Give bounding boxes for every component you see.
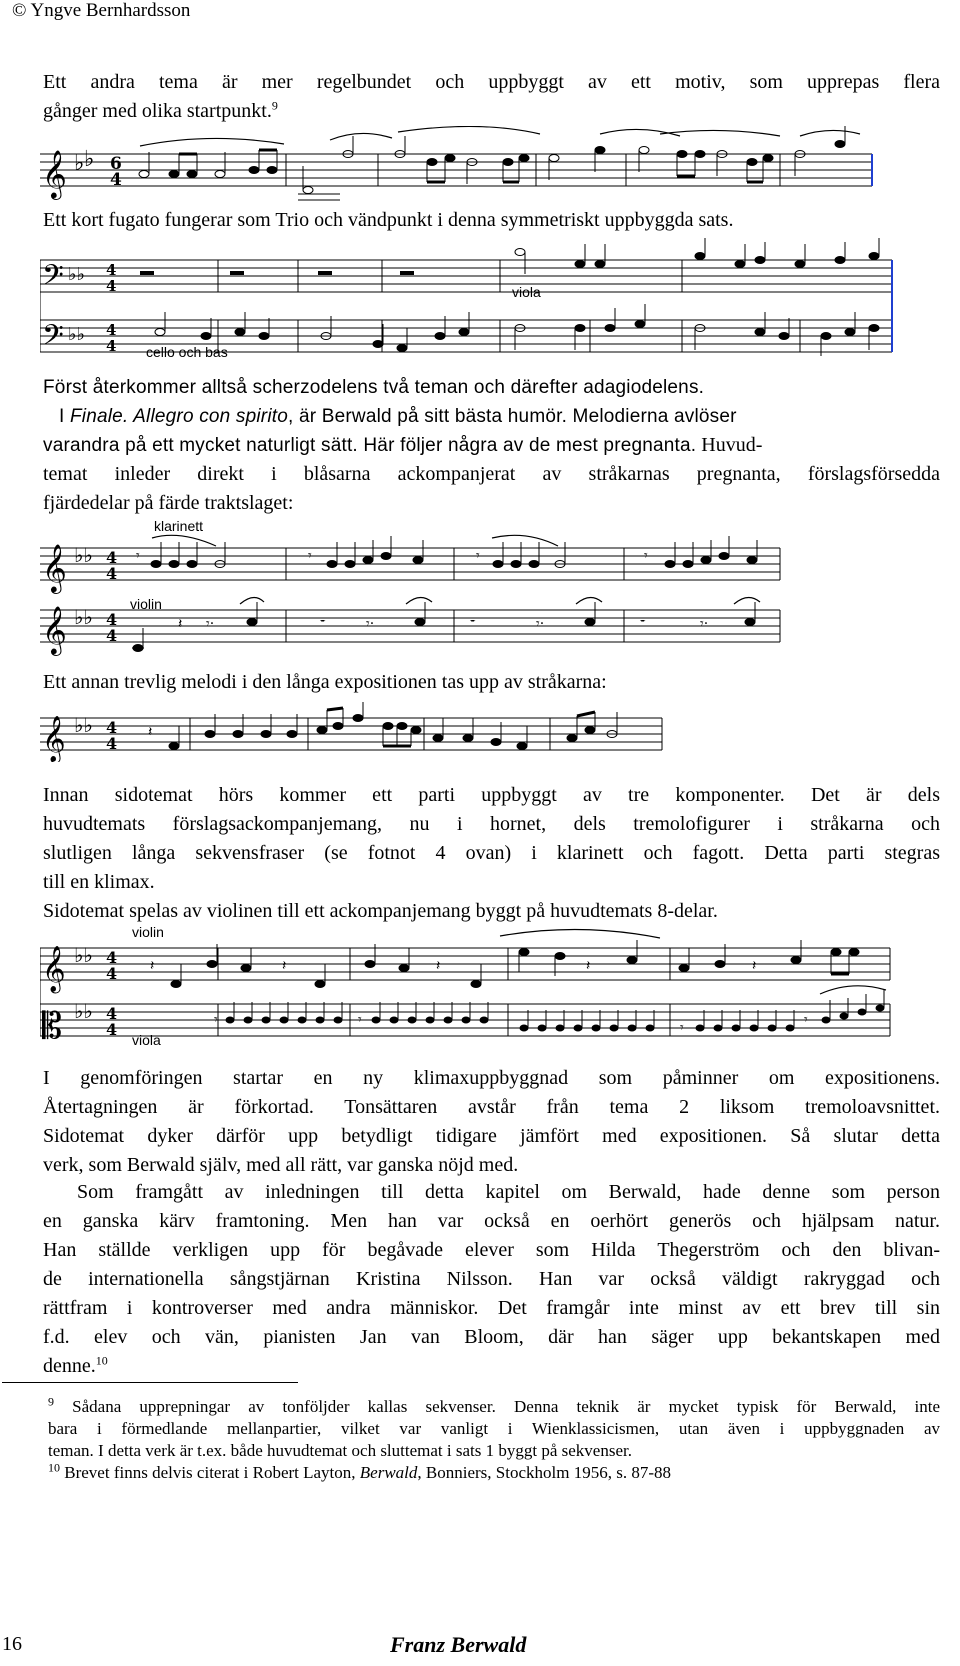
label-violin: violin bbox=[130, 596, 162, 612]
paragraph-5 bbox=[43, 781, 940, 926]
svg-text:𝄞: 𝄞 bbox=[42, 149, 67, 198]
svg-text:4: 4 bbox=[106, 261, 117, 279]
text-line: Som framgått av inledningen till detta kapitel om Berwald, hade denne som person bbox=[77, 1181, 940, 1203]
svg-text:𝄻: 𝄻 bbox=[470, 616, 476, 632]
staff-notation bbox=[40, 126, 880, 206]
text-line: f.d. elev och vän, pianisten Jan van Bloom, där han säger upp bekantskapen med bbox=[43, 1326, 940, 1348]
svg-text:𝄞: 𝄞 bbox=[42, 605, 67, 654]
page-number: 16 bbox=[2, 1633, 22, 1655]
svg-text:𝄽: 𝄽 bbox=[282, 958, 287, 974]
text-line: denne.$^{10}$ bbox=[43, 1353, 108, 1377]
text-line: Ett andra tema är mer regelbundet och uppbyggt av ett motiv, som upprepas flera bbox=[43, 71, 940, 93]
staff-notation bbox=[40, 238, 900, 358]
svg-text:♭♭: ♭♭ bbox=[74, 605, 93, 629]
svg-text:𝄽: 𝄽 bbox=[752, 958, 757, 974]
svg-text:𝄾·: 𝄾· bbox=[206, 616, 215, 632]
svg-text:𝄾: 𝄾 bbox=[804, 1012, 808, 1028]
music-score-theme-2 bbox=[40, 126, 880, 206]
text-line: gånger med olika startpunkt.$^9$ bbox=[43, 98, 278, 122]
music-score-stråktema bbox=[40, 702, 680, 762]
svg-text:𝄽: 𝄽 bbox=[148, 724, 153, 740]
text-line: Sidotemat spelas av violinen till ett ackompanjemang byggt på huvudtemats 8-delar. bbox=[43, 900, 718, 922]
svg-text:𝄽: 𝄽 bbox=[150, 958, 155, 974]
svg-text:4: 4 bbox=[106, 321, 117, 339]
svg-text:♭: ♭ bbox=[84, 147, 95, 172]
svg-text:♭: ♭ bbox=[74, 151, 85, 176]
text-line: varandra på ett mycket naturligt sätt. Här följer några av de mest pregnanta. Huvud- bbox=[43, 434, 763, 456]
svg-text:𝄽: 𝄽 bbox=[436, 958, 441, 974]
svg-text:𝄻: 𝄻 bbox=[320, 616, 326, 632]
svg-text:𝄽: 𝄽 bbox=[586, 958, 591, 974]
text-line: rättfram i kontroverser med andra människor. Det framgår inte minst av ett brev till sin bbox=[43, 1297, 940, 1319]
music-score-sidotema bbox=[40, 924, 900, 1054]
svg-text:♭♭: ♭♭ bbox=[68, 264, 85, 285]
svg-text:4: 4 bbox=[106, 564, 118, 583]
footnote-ref-10: 10 bbox=[95, 1353, 108, 1368]
svg-text:𝄾: 𝄾 bbox=[680, 1020, 684, 1036]
svg-text:4: 4 bbox=[106, 948, 118, 967]
svg-text:𝄾: 𝄾 bbox=[358, 1012, 362, 1028]
text-line: Först återkommer alltså scherzodelens två teman och därefter adagiodelens. bbox=[43, 377, 705, 398]
label-viola-2: viola bbox=[132, 1032, 161, 1048]
paragraph-6 bbox=[43, 1064, 940, 1180]
footnote-9: $^9$ Sådana upprepningar av tonföljder kallas sekvenser. Denna teknik är mycket typisk för Berwald, inte bara i förmedlande mellanpartier, vilket var vanligt i Wienklassicismen, utan även i uppbyggnaden av teman. I detta verk är t.ex. både huvudtemat och sluttemat i sats 1 byggt på sekvenser. $^{10}$ Brevet finns delvis citerat i Robert Layton, Berwald, Bonniers, Stockholm 1956, s. 87-88 bbox=[48, 1394, 941, 1482]
svg-text:4: 4 bbox=[106, 734, 118, 753]
svg-text:4: 4 bbox=[106, 277, 117, 295]
svg-text:𝄞: 𝄞 bbox=[42, 716, 66, 762]
paragraph-3 bbox=[43, 373, 940, 518]
svg-text:4: 4 bbox=[106, 548, 118, 567]
music-score-huvudtema bbox=[40, 518, 800, 658]
label-klarinett: klarinett bbox=[154, 518, 204, 534]
svg-text:𝄻: 𝄻 bbox=[640, 616, 646, 632]
svg-text:4: 4 bbox=[106, 1020, 118, 1039]
footnote-number: 10 bbox=[48, 1460, 60, 1475]
svg-text:𝄾·: 𝄾· bbox=[700, 616, 709, 632]
paragraph-1 bbox=[43, 68, 940, 126]
text-line: fjärdedelar på färde traktslaget: bbox=[43, 492, 294, 514]
staff-notation bbox=[40, 702, 680, 762]
svg-text:𝄾·: 𝄾· bbox=[536, 616, 545, 632]
svg-text:𝄞: 𝄞 bbox=[42, 946, 66, 992]
svg-text:4: 4 bbox=[106, 337, 117, 355]
svg-text:♭♭: ♭♭ bbox=[74, 943, 93, 967]
footnote-number: 9 bbox=[48, 1394, 54, 1409]
text-line: Sidotemat dyker därför upp betydligt tidigare jämfört med expositionen. Så slutar detta bbox=[43, 1125, 940, 1147]
text-line: Ett kort fugato fungerar som Trio och vändpunkt i denna symmetriskt uppbyggda sats. bbox=[43, 209, 734, 231]
svg-text:♭♭: ♭♭ bbox=[68, 324, 85, 345]
svg-text:𝄾·: 𝄾· bbox=[366, 616, 375, 632]
text-line: Han ställde verkligen upp för begåvade elever som Hilda Thegerström och den blivan- bbox=[43, 1239, 940, 1261]
svg-text:♭♭: ♭♭ bbox=[74, 999, 93, 1023]
svg-text:♭♭: ♭♭ bbox=[74, 713, 93, 737]
text-line: Återtagningen är förkortad. Tonsättaren avstår från tema 2 liksom tremoloavsnittet. bbox=[43, 1096, 940, 1118]
label-viola: viola bbox=[512, 284, 541, 300]
svg-text:4: 4 bbox=[106, 1004, 118, 1023]
copyright-header: © Yngve Bernhardsson bbox=[12, 0, 191, 21]
svg-text:𝄽: 𝄽 bbox=[178, 616, 183, 632]
text-line: de internationella sångstjärnan Kristina Nilsson. Han var också väldigt rakryggad och bbox=[43, 1268, 940, 1290]
footnote-separator bbox=[2, 1382, 298, 1383]
label-violin-2: violin bbox=[132, 924, 164, 940]
svg-text:𝄾: 𝄾 bbox=[214, 1012, 218, 1028]
svg-text:6: 6 bbox=[110, 154, 122, 174]
svg-text:𝄢: 𝄢 bbox=[42, 319, 64, 358]
svg-text:4: 4 bbox=[110, 170, 122, 190]
text-line: slutligen långa sekvensfraser (se fotnot 4 ovan) i klarinett och fagott. Detta parti stegras bbox=[43, 842, 940, 864]
text-line: huvudtemats förslagsackompanjemang, nu i hornet, dels tremolofigurer i stråkarna och bbox=[43, 813, 940, 835]
running-title: Franz Berwald bbox=[390, 1632, 527, 1657]
text-line: temat inleder direkt i blåsarna ackompanjerat av stråkarnas pregnanta, förslagsförsedda bbox=[43, 463, 940, 485]
paragraph-2 bbox=[43, 206, 940, 235]
svg-text:𝄾: 𝄾 bbox=[476, 548, 480, 564]
text-line: till en klimax. bbox=[43, 871, 155, 893]
paragraph-7 bbox=[43, 1178, 940, 1381]
svg-text:♭♭: ♭♭ bbox=[74, 543, 93, 567]
svg-text:4: 4 bbox=[106, 610, 118, 629]
text-line: I Finale. Allegro con spirito, är Berwald på sitt bästa humör. Melodierna avlöser bbox=[59, 406, 737, 427]
svg-text:𝄢: 𝄢 bbox=[42, 259, 64, 299]
paragraph-4 bbox=[43, 668, 940, 697]
svg-text:4: 4 bbox=[106, 718, 118, 737]
svg-text:𝄾: 𝄾 bbox=[136, 548, 140, 564]
svg-text:4: 4 bbox=[106, 964, 118, 983]
svg-text:4: 4 bbox=[106, 626, 118, 645]
staff-notation bbox=[40, 924, 900, 1054]
text-line: I genomföringen startar en ny klimaxuppbyggnad som påminner om expositionens. bbox=[43, 1067, 940, 1089]
music-score-fugato bbox=[40, 238, 900, 358]
svg-text:𝄾: 𝄾 bbox=[308, 548, 312, 564]
staff-notation bbox=[40, 518, 800, 658]
footnote-ref-9: 9 bbox=[271, 98, 278, 113]
svg-text:𝄡: 𝄡 bbox=[42, 1006, 63, 1047]
svg-text:𝄾: 𝄾 bbox=[644, 548, 648, 564]
text-line: Innan sidotemat hörs kommer ett parti uppbyggt av tre komponenter. Det är dels bbox=[43, 784, 940, 806]
svg-text:𝄞: 𝄞 bbox=[42, 543, 67, 592]
text-line: en ganska kärv framtoning. Men han var också en oerhört generös och hjälpsam natur. bbox=[43, 1210, 940, 1232]
text-line: verk, som Berwald själv, med all rätt, var ganska nöjd med. bbox=[43, 1154, 519, 1176]
label-cello-och-bas: cello och bas bbox=[146, 344, 228, 360]
text-line: Ett annan trevlig melodi i den långa expositionen tas upp av stråkarna: bbox=[43, 671, 607, 693]
